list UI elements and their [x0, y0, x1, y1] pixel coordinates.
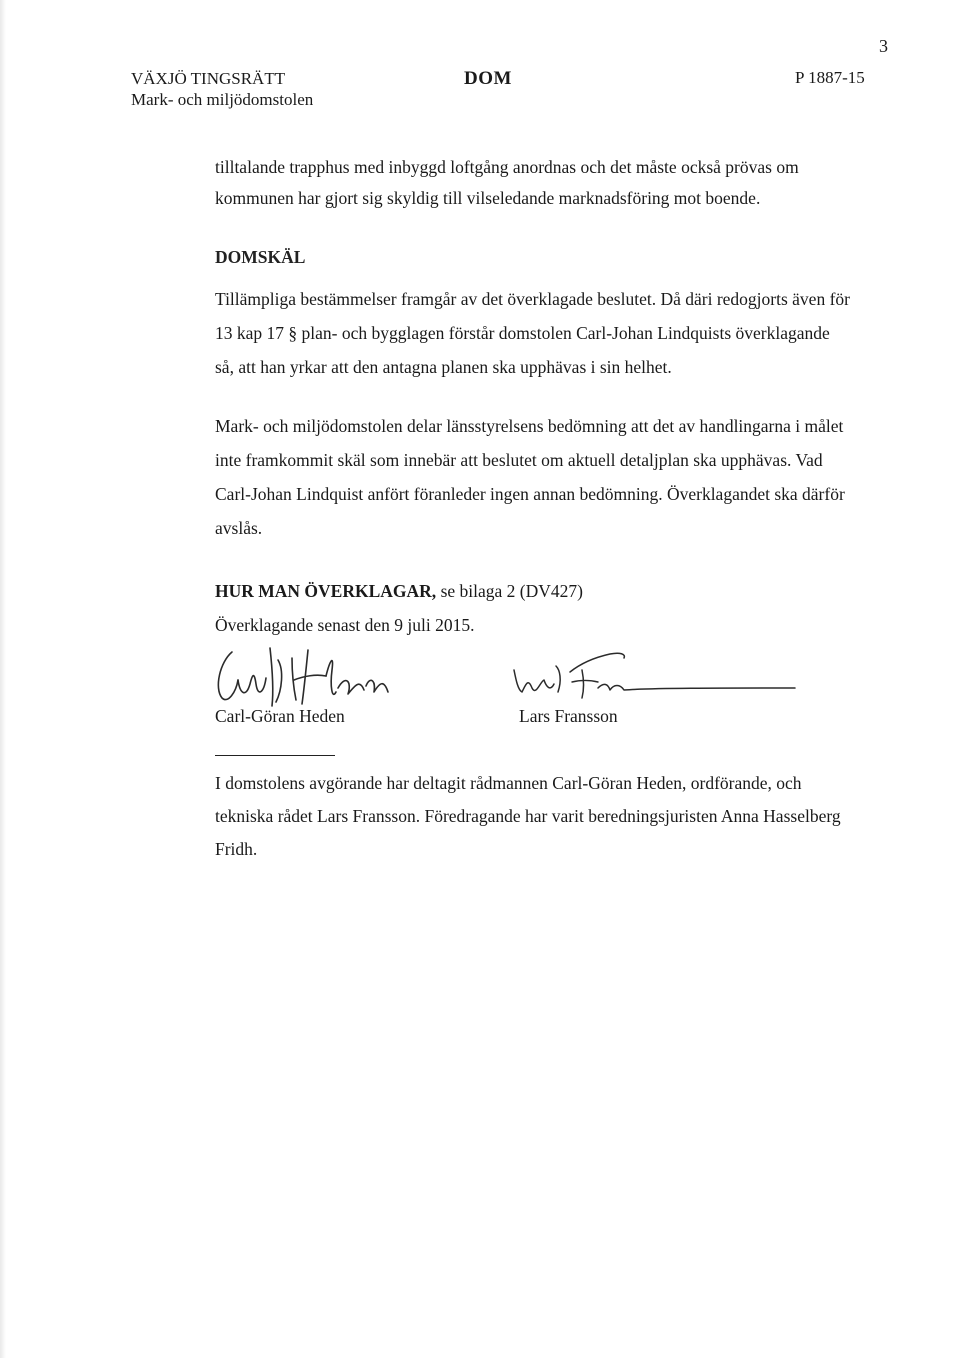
appeal-deadline: Överklagande senast den 9 juli 2015.: [215, 615, 475, 635]
paragraph-participants: I domstolens avgörande har deltagit rådmannen Carl-Göran Heden, ordförande, och tekniska rådet Lars Fransson. Föredragande har varit beredningsjuristen Anna Hasselberg Fridh.: [215, 773, 841, 859]
page-edge: [0, 0, 6, 1358]
court-header: [131, 68, 313, 110]
appeal-line: [215, 574, 583, 608]
appeal-reference: se bilaga 2 (DV427): [436, 581, 583, 601]
signature-fransson-icon: [514, 653, 795, 698]
court-division: Mark- och miljödomstolen: [131, 90, 314, 109]
signer-name-heden: Carl-Göran Heden: [215, 706, 345, 726]
heading-domskal: DOMSKÄL: [215, 247, 306, 267]
signature-heden-icon: [218, 648, 388, 706]
document-type: DOM: [464, 68, 512, 89]
page-number: 3: [879, 36, 888, 56]
paragraph-reasons-1: Tillämpliga bestämmelser framgår av det överklagade beslutet. Då däri redogjorts även för 13 kap 17 § plan- och bygglagen förstår domstolen Carl-Johan Lindquists överklagande så, att han yrkar att den antagna planen ska upphävas i sin helhet.: [215, 289, 850, 377]
case-number: P 1887-15: [795, 68, 865, 87]
appeal-section: [215, 574, 583, 642]
paragraph-intro: tilltalande trapphus med inbyggd loftgång anordnas och det måste också prövas om kommunen har gjort sig skyldig till vilseledande marknadsföring mot boende.: [215, 157, 799, 208]
footnote-divider: [215, 755, 335, 756]
appeal-heading: HUR MAN ÖVERKLAGAR,: [215, 581, 437, 601]
paragraph-reasons-2: Mark- och miljödomstolen delar länsstyrelsens bedömning att det av handlingarna i målet inte framkommit skäl som innebär att beslutet om aktuell detaljplan ska upphävas. Vad Carl-Johan Lindquist anfört föranleder ingen annan bedömning. Överklagandet ska därför avslås.: [215, 416, 845, 538]
court-name: VÄXJÖ TINGSRÄTT: [131, 69, 286, 88]
signer-name-fransson: Lars Fransson: [519, 706, 618, 726]
